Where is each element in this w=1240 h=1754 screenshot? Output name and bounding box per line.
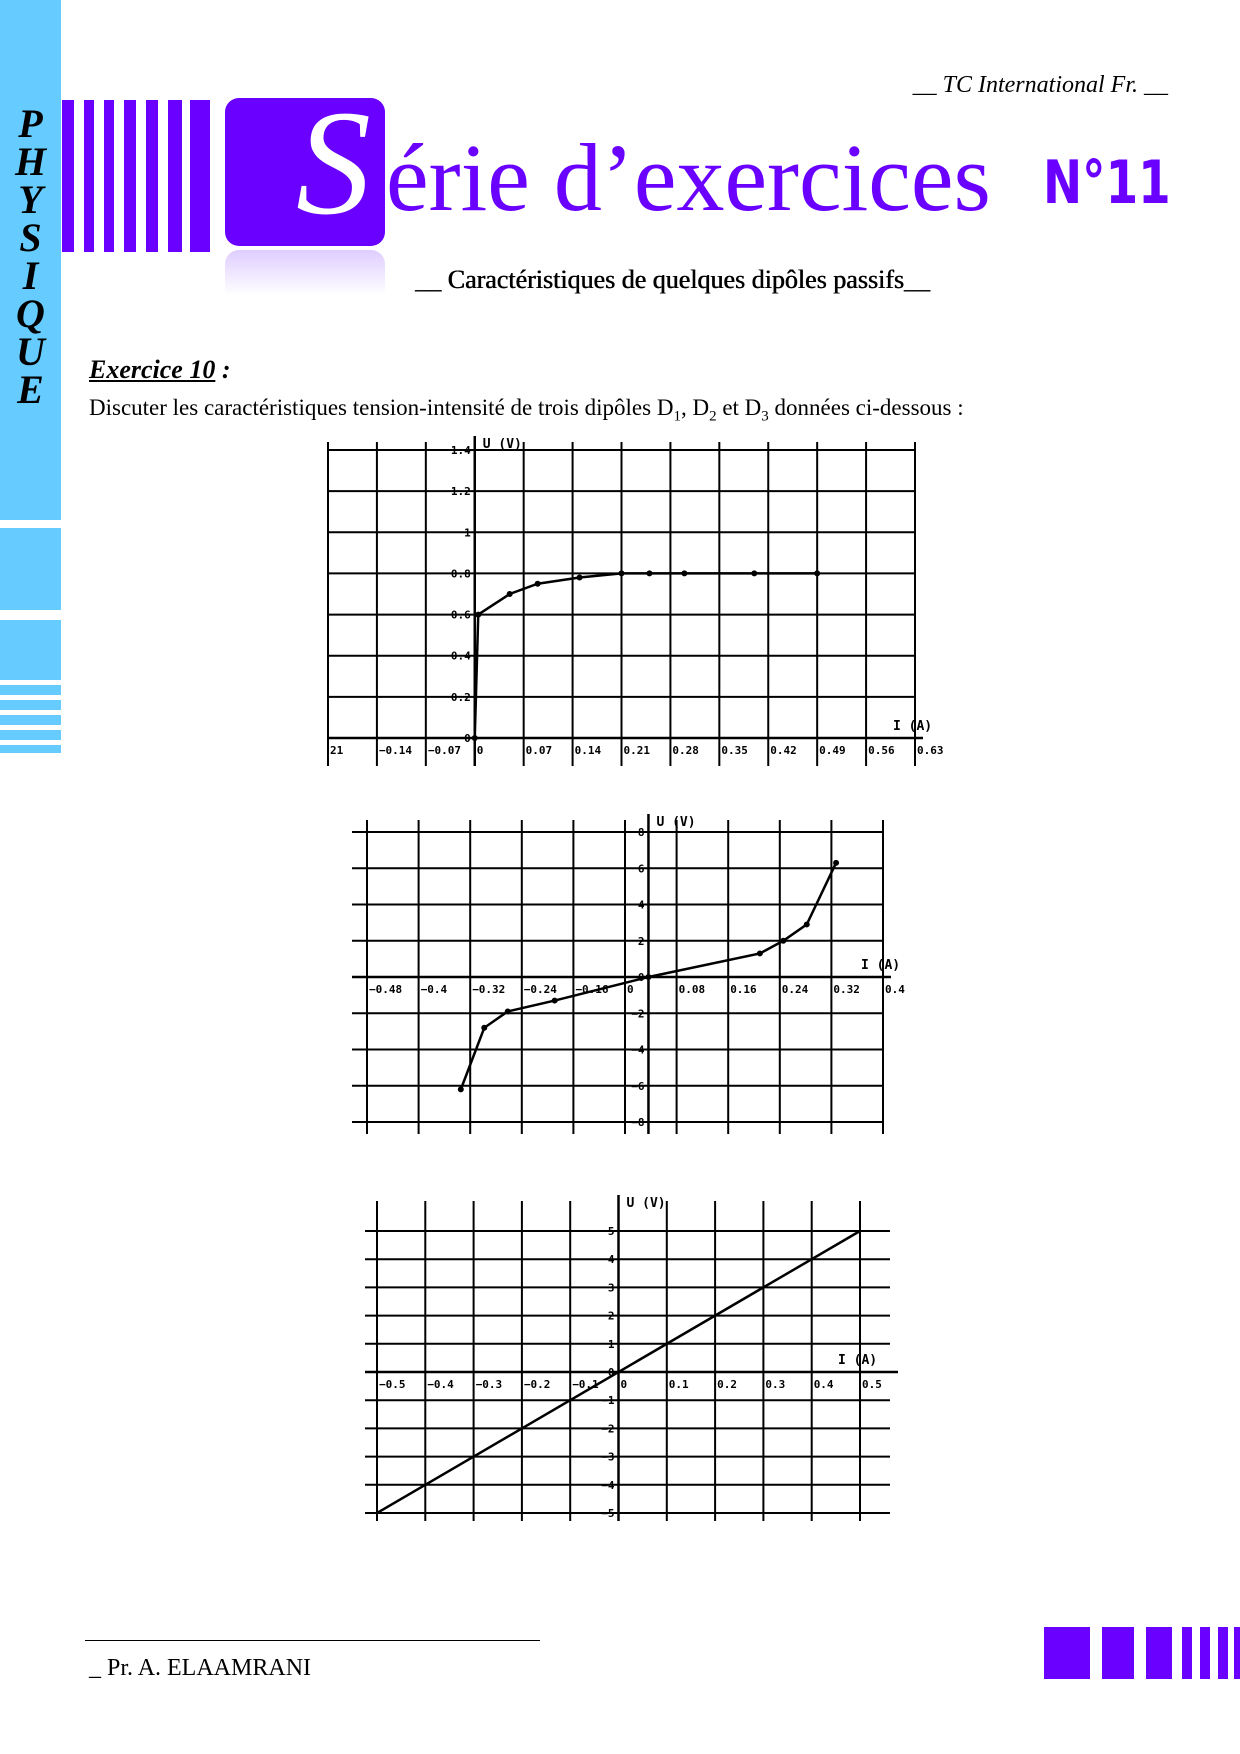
y-axis-label: U (V)	[482, 437, 522, 452]
y-tick-label: −5	[601, 1507, 615, 1520]
exercise-title: Exercice 10 :	[89, 355, 231, 384]
x-tick-label: 0.16	[730, 983, 757, 996]
footer-square	[1044, 1627, 1090, 1679]
x-axis-label: I (A)	[893, 719, 933, 734]
y-tick-label: 0.4	[450, 649, 471, 663]
y-tick-label: 0	[464, 732, 471, 745]
x-tick-label: 0.35	[721, 744, 748, 757]
y-tick-label: 3	[607, 1281, 615, 1295]
data-point	[505, 1008, 511, 1014]
y-tick-label: −2	[601, 1422, 615, 1436]
footer-square	[1102, 1627, 1134, 1679]
footer-author: _ Pr. A. ELAAMRANI	[89, 1655, 312, 1681]
data-point	[804, 921, 810, 927]
x-axis-label: I (A)	[861, 958, 901, 973]
x-tick-label: −0.5	[379, 1378, 406, 1391]
header-stripe	[124, 100, 136, 252]
x-tick-label: −0.07	[427, 744, 461, 757]
chart-d2	[340, 812, 925, 1157]
footer-divider	[85, 1640, 540, 1641]
y-tick-label: 8	[637, 826, 645, 839]
data-point	[645, 974, 651, 980]
y-tick-label: −2	[631, 1007, 645, 1021]
y-tick-label: 2	[607, 1309, 615, 1323]
y-tick-label: 6	[637, 862, 645, 876]
sidebar-stripe	[0, 745, 61, 753]
page-title: érie d’exercices	[386, 124, 991, 231]
subject-vertical-label: P H Y S I Q U E	[14, 101, 47, 412]
data-point	[780, 938, 786, 944]
data-point	[833, 860, 839, 866]
x-tick-label: −0.14	[378, 744, 413, 757]
header-stripe	[190, 100, 210, 252]
y-axis-label: U (V)	[656, 815, 696, 830]
y-tick-label: 0	[607, 1366, 615, 1379]
header-stripe	[84, 100, 94, 252]
x-tick-label: 0.1	[668, 1378, 689, 1391]
header-stripe	[104, 100, 114, 252]
x-tick-label: 0.56	[868, 744, 895, 757]
x-tick-label: 0.3	[765, 1378, 786, 1391]
y-tick-label: 0.8	[450, 567, 471, 581]
y-tick-label: −1	[601, 1394, 615, 1408]
x-tick-label: −0.32	[472, 983, 506, 996]
class-label: __ TC International Fr. __	[912, 72, 1168, 98]
grid	[328, 442, 915, 766]
data-point	[757, 950, 763, 956]
y-tick-label: −8	[631, 1116, 645, 1129]
data-point	[475, 612, 481, 618]
x-tick-label: 0.4	[885, 983, 905, 996]
x-tick-label: 0	[620, 1378, 628, 1391]
exercise-statement: Discuter les caractéristiques tension-intensité de trois dipôles $D_1$, $D_2$ et $D_3$ données ci-dessous :	[89, 395, 964, 425]
x-tick-label: 0.49	[819, 744, 846, 757]
sidebar-stripe	[0, 685, 61, 695]
series-number: N°11	[1043, 148, 1171, 218]
footer-stripe	[1182, 1627, 1192, 1679]
data-point	[646, 570, 652, 576]
y-tick-label: 2	[637, 934, 645, 948]
y-tick-label: 1.2	[450, 485, 471, 499]
x-tick-label: −0.3	[475, 1378, 503, 1391]
sidebar-stripe	[0, 700, 61, 710]
x-tick-label: 0.2	[717, 1378, 737, 1391]
x-tick-label: 0.07	[525, 744, 553, 757]
data-point	[577, 575, 583, 581]
x-tick-label: −0.4	[420, 983, 448, 996]
x-tick-label: 0	[476, 744, 484, 757]
sidebar-stripe	[0, 715, 61, 725]
data-point	[458, 1086, 464, 1092]
y-tick-label: 5	[607, 1225, 615, 1238]
sidebar-block	[0, 620, 61, 680]
y-tick-label: −4	[601, 1478, 615, 1492]
y-tick-label: −6	[631, 1079, 645, 1093]
x-tick-label: 0.5	[862, 1378, 882, 1391]
chart-d3	[355, 1195, 900, 1535]
x-tick-label: −0.16	[575, 983, 609, 996]
y-tick-label: 0.2	[450, 690, 471, 704]
y-tick-label: 4	[637, 898, 645, 912]
x-tick-label: 0.24	[781, 983, 809, 996]
y-tick-label: −3	[601, 1450, 615, 1464]
footer-stripe	[1218, 1627, 1228, 1679]
logo-reflection	[225, 250, 385, 295]
y-tick-label: 0.6	[450, 608, 471, 622]
x-tick-label: −0.4	[427, 1378, 454, 1391]
y-tick-label: 0	[637, 971, 645, 984]
footer-stripe	[1234, 1627, 1240, 1679]
x-tick-label: 0.28	[672, 744, 699, 757]
x-tick-label: 0	[627, 983, 634, 996]
chart-d1	[320, 437, 944, 783]
x-tick-label: 0.21	[623, 744, 650, 757]
page-subtitle: __ Caractéristiques de quelques dipôles passifs__	[415, 265, 930, 294]
data-point	[552, 998, 558, 1004]
sidebar-stripe	[0, 730, 61, 740]
x-tick-label: 0.08	[678, 983, 706, 996]
data-point	[681, 570, 687, 576]
header-stripe	[168, 100, 182, 252]
x-tick-label: 0.4	[813, 1378, 834, 1391]
data-point	[619, 570, 625, 576]
logo-letter: S	[296, 80, 371, 246]
x-tick-label: 0.63	[917, 744, 944, 757]
y-axis-label: U (V)	[626, 1196, 666, 1211]
sidebar-block	[0, 528, 61, 610]
data-point	[472, 735, 478, 741]
data-point	[751, 570, 757, 576]
x-tick-label: −0.1	[572, 1378, 599, 1391]
data-point	[507, 591, 513, 597]
data-point	[535, 581, 541, 587]
x-tick-label: −0.24	[523, 983, 557, 996]
data-point	[481, 1025, 487, 1031]
header-stripe	[146, 100, 158, 252]
y-tick-label: 4	[607, 1253, 615, 1267]
x-tick-label: 0.14	[574, 744, 602, 757]
header-stripe	[62, 100, 74, 252]
x-tick-label: 0.32	[833, 983, 860, 996]
footer-stripe	[1200, 1627, 1210, 1679]
y-tick-label: 1	[607, 1337, 615, 1351]
data-point	[814, 570, 820, 576]
x-tick-label: −0.2	[523, 1378, 551, 1391]
x-tick-label: −0.48	[369, 983, 403, 996]
y-tick-label: −4	[631, 1043, 645, 1057]
x-axis-label: I (A)	[838, 1353, 878, 1368]
y-tick-label: 1.4	[450, 444, 471, 457]
x-tick-label: 21	[330, 744, 344, 757]
x-tick-label: 0.42	[770, 744, 797, 757]
y-tick-label: 1	[464, 526, 471, 540]
footer-square	[1146, 1627, 1172, 1679]
